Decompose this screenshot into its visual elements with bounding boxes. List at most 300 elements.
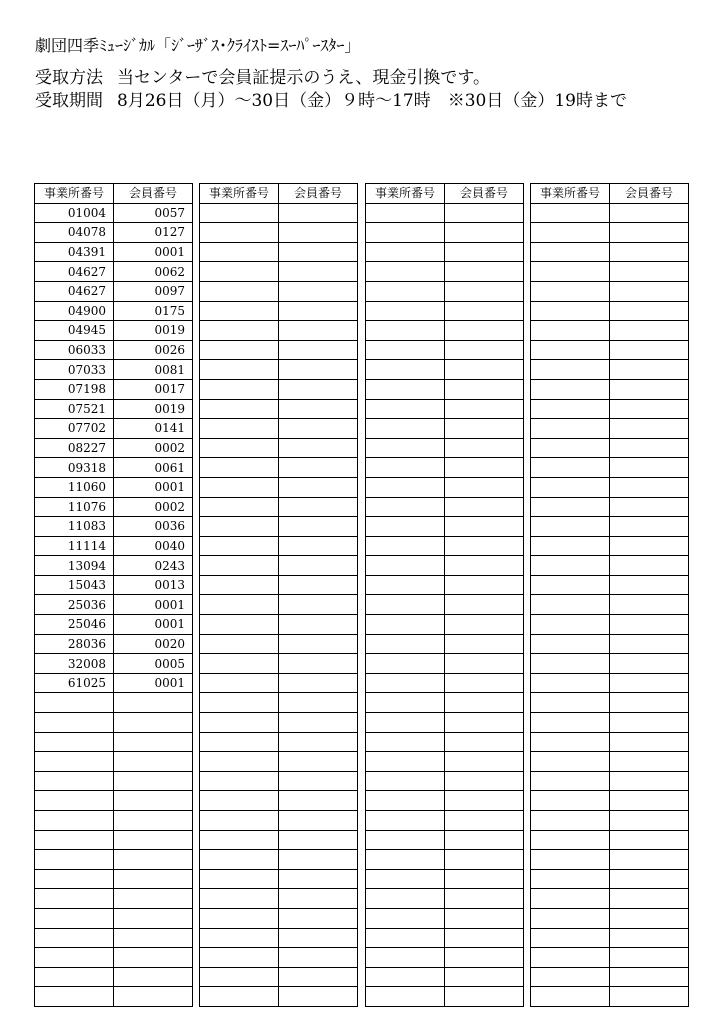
- office-number-cell: [366, 850, 445, 870]
- member-number-cell: [114, 987, 193, 1007]
- office-number-cell: [200, 360, 279, 380]
- office-number-cell: [200, 987, 279, 1007]
- office-number-cell: [200, 477, 279, 497]
- office-number-cell: 13094: [35, 556, 114, 576]
- member-number-cell: [279, 615, 358, 635]
- table-row: [366, 634, 524, 654]
- member-number-cell: [279, 223, 358, 243]
- member-number-cell: [279, 497, 358, 517]
- member-number-cell: [445, 575, 524, 595]
- member-number-cell: [445, 360, 524, 380]
- header-office-number: 事業所番号: [366, 184, 445, 204]
- member-number-cell: [610, 948, 689, 968]
- member-number-cell: 0001: [114, 242, 193, 262]
- member-number-cell: [114, 811, 193, 831]
- member-number-cell: [610, 830, 689, 850]
- office-number-cell: [35, 811, 114, 831]
- office-number-cell: [366, 497, 445, 517]
- table-row: [200, 693, 358, 713]
- member-number-cell: 0062: [114, 262, 193, 282]
- member-number-cell: [610, 477, 689, 497]
- table-row: [35, 301, 193, 321]
- member-number-cell: [445, 654, 524, 674]
- table-row: [35, 928, 193, 948]
- office-number-cell: [200, 811, 279, 831]
- office-number-cell: [200, 615, 279, 635]
- table-row: [366, 575, 524, 595]
- member-number-cell: [610, 321, 689, 341]
- table-row: [366, 693, 524, 713]
- office-number-cell: [531, 399, 610, 419]
- member-number-cell: [445, 536, 524, 556]
- member-number-cell: [610, 732, 689, 752]
- office-number-cell: [366, 811, 445, 831]
- table-row: [35, 850, 193, 870]
- document-title: 劇団四季ﾐｭｰｼﾞｶﾙ「ｼﾞｰｻﾞｽ･ｸﾗｲｽﾄ=ｽｰﾊﾟｰｽﾀｰ」: [35, 36, 361, 55]
- member-number-cell: [279, 536, 358, 556]
- table-row: [200, 869, 358, 889]
- member-number-cell: [610, 967, 689, 987]
- office-number-cell: [366, 673, 445, 693]
- member-number-cell: [445, 830, 524, 850]
- table-row: [200, 223, 358, 243]
- member-number-cell: [445, 399, 524, 419]
- member-number-cell: [610, 281, 689, 301]
- member-number-cell: [279, 595, 358, 615]
- member-number-cell: [610, 301, 689, 321]
- office-number-cell: [531, 889, 610, 909]
- table-row: [200, 850, 358, 870]
- office-number-cell: [366, 654, 445, 674]
- table-row: [531, 223, 689, 243]
- office-number-cell: 04078: [35, 223, 114, 243]
- office-number-cell: [531, 419, 610, 439]
- member-number-cell: 0026: [114, 340, 193, 360]
- office-number-cell: [531, 360, 610, 380]
- table-row: [366, 830, 524, 850]
- member-number-cell: [279, 673, 358, 693]
- office-number-cell: [200, 869, 279, 889]
- table-row: [35, 379, 193, 399]
- member-number-cell: [445, 517, 524, 537]
- table-row: [366, 419, 524, 439]
- member-number-cell: [279, 654, 358, 674]
- member-number-cell: [610, 458, 689, 478]
- table-row: [366, 360, 524, 380]
- member-table-2: [199, 183, 358, 1007]
- office-number-cell: [531, 928, 610, 948]
- office-number-cell: [531, 497, 610, 517]
- member-number-cell: [114, 967, 193, 987]
- office-number-cell: [35, 869, 114, 889]
- table-row: [366, 399, 524, 419]
- receipt-period: [35, 90, 627, 112]
- table-row: [35, 517, 193, 537]
- member-number-cell: [610, 360, 689, 380]
- table-row: [35, 203, 193, 223]
- table-row: [366, 536, 524, 556]
- member-number-cell: [610, 203, 689, 223]
- table-row: [200, 340, 358, 360]
- table-header-row: [200, 184, 358, 204]
- office-number-cell: [366, 438, 445, 458]
- table-row: [531, 556, 689, 576]
- office-number-cell: [200, 281, 279, 301]
- member-number-cell: [114, 889, 193, 909]
- member-number-cell: [445, 477, 524, 497]
- office-number-cell: [531, 948, 610, 968]
- office-number-cell: [200, 693, 279, 713]
- office-number-cell: [200, 595, 279, 615]
- table-row: [366, 477, 524, 497]
- office-number-cell: 07198: [35, 379, 114, 399]
- member-number-cell: 0002: [114, 497, 193, 517]
- member-number-cell: [610, 536, 689, 556]
- member-number-cell: [445, 242, 524, 262]
- office-number-cell: [531, 203, 610, 223]
- table-row: [200, 360, 358, 380]
- office-number-cell: [200, 262, 279, 282]
- table-row: [366, 223, 524, 243]
- office-number-cell: [35, 830, 114, 850]
- office-number-cell: [35, 752, 114, 772]
- table-row: [35, 399, 193, 419]
- member-number-cell: 0020: [114, 634, 193, 654]
- member-number-cell: 0001: [114, 595, 193, 615]
- table-row: [200, 732, 358, 752]
- member-number-cell: [445, 419, 524, 439]
- table-row: [200, 281, 358, 301]
- office-number-cell: [366, 732, 445, 752]
- member-number-cell: 0040: [114, 536, 193, 556]
- office-number-cell: [366, 203, 445, 223]
- office-number-cell: 28036: [35, 634, 114, 654]
- office-number-cell: [531, 340, 610, 360]
- office-number-cell: [200, 713, 279, 733]
- office-number-cell: [531, 752, 610, 772]
- office-number-cell: [200, 889, 279, 909]
- table-row: [531, 242, 689, 262]
- table-row: [531, 340, 689, 360]
- table-row: [35, 673, 193, 693]
- office-number-cell: 04391: [35, 242, 114, 262]
- office-number-cell: [531, 732, 610, 752]
- table-row: [531, 419, 689, 439]
- table-row: [35, 438, 193, 458]
- table-row: [366, 732, 524, 752]
- header-member-number: 会員番号: [279, 184, 358, 204]
- member-number-cell: [279, 340, 358, 360]
- table-row: [531, 615, 689, 635]
- member-number-cell: [279, 419, 358, 439]
- office-number-cell: [35, 791, 114, 811]
- member-number-cell: 0057: [114, 203, 193, 223]
- table-row: [366, 850, 524, 870]
- table-row: [531, 399, 689, 419]
- member-number-cell: [610, 713, 689, 733]
- office-number-cell: [366, 281, 445, 301]
- member-number-cell: [610, 654, 689, 674]
- table-row: [200, 458, 358, 478]
- table-row: [366, 791, 524, 811]
- member-number-cell: [114, 928, 193, 948]
- table-row: [35, 575, 193, 595]
- member-number-cell: [445, 438, 524, 458]
- member-number-cell: [610, 556, 689, 576]
- table-row: [200, 948, 358, 968]
- table-row: [35, 615, 193, 635]
- member-number-cell: [279, 948, 358, 968]
- table-row: [531, 987, 689, 1007]
- member-number-cell: [445, 497, 524, 517]
- member-number-cell: [114, 830, 193, 850]
- member-number-cell: [445, 889, 524, 909]
- member-number-cell: [610, 242, 689, 262]
- office-number-cell: [366, 987, 445, 1007]
- office-number-cell: [200, 654, 279, 674]
- member-number-cell: 0036: [114, 517, 193, 537]
- member-number-cell: [279, 517, 358, 537]
- office-number-cell: [366, 791, 445, 811]
- table-row: [366, 379, 524, 399]
- table-row: [366, 517, 524, 537]
- office-number-cell: [200, 223, 279, 243]
- office-number-cell: [366, 477, 445, 497]
- member-number-cell: 0001: [114, 477, 193, 497]
- member-number-cell: [445, 458, 524, 478]
- table-row: [200, 967, 358, 987]
- office-number-cell: [200, 673, 279, 693]
- member-number-cell: [114, 713, 193, 733]
- office-number-cell: [200, 203, 279, 223]
- member-number-cell: [610, 693, 689, 713]
- office-number-cell: [200, 967, 279, 987]
- receipt-method-text: 当センターで会員証提示のうえ、現金引換です。: [117, 68, 490, 88]
- table-row: [200, 634, 358, 654]
- office-number-cell: [531, 556, 610, 576]
- table-row: [366, 242, 524, 262]
- table-row: [366, 595, 524, 615]
- table-row: [366, 771, 524, 791]
- member-number-cell: [279, 713, 358, 733]
- office-number-cell: 07702: [35, 419, 114, 439]
- table-row: [35, 713, 193, 733]
- table-row: [531, 889, 689, 909]
- office-number-cell: [366, 301, 445, 321]
- office-number-cell: [366, 752, 445, 772]
- office-number-cell: [531, 595, 610, 615]
- header-office-number: 事業所番号: [200, 184, 279, 204]
- member-number-cell: [279, 928, 358, 948]
- table-row: [200, 575, 358, 595]
- member-number-cell: [114, 693, 193, 713]
- table-row: [35, 321, 193, 341]
- office-number-cell: 04627: [35, 281, 114, 301]
- office-number-cell: [200, 321, 279, 341]
- table-row: [531, 791, 689, 811]
- member-number-cell: [610, 419, 689, 439]
- table-row: [35, 634, 193, 654]
- table-row: [531, 575, 689, 595]
- office-number-cell: [200, 575, 279, 595]
- member-number-cell: 0175: [114, 301, 193, 321]
- member-number-cell: [445, 811, 524, 831]
- office-number-cell: 11060: [35, 477, 114, 497]
- member-number-cell: [610, 517, 689, 537]
- office-number-cell: [200, 850, 279, 870]
- member-number-cell: [279, 438, 358, 458]
- member-number-cell: [114, 850, 193, 870]
- office-number-cell: [366, 517, 445, 537]
- member-number-cell: 0013: [114, 575, 193, 595]
- table-row: [35, 967, 193, 987]
- table-row: [200, 673, 358, 693]
- table-row: [200, 889, 358, 909]
- member-number-cell: [445, 262, 524, 282]
- member-number-cell: [610, 223, 689, 243]
- office-number-cell: [200, 517, 279, 537]
- member-number-cell: [610, 673, 689, 693]
- office-number-cell: [366, 869, 445, 889]
- member-number-cell: [279, 242, 358, 262]
- office-number-cell: [531, 242, 610, 262]
- member-number-cell: [610, 850, 689, 870]
- member-number-cell: [279, 360, 358, 380]
- table-row: [200, 517, 358, 537]
- member-number-cell: [279, 634, 358, 654]
- table-row: [531, 908, 689, 928]
- header-member-number: 会員番号: [610, 184, 689, 204]
- table-row: [200, 908, 358, 928]
- table-row: [531, 654, 689, 674]
- office-number-cell: [200, 948, 279, 968]
- table-row: [35, 791, 193, 811]
- member-number-cell: [445, 595, 524, 615]
- table-row: [35, 223, 193, 243]
- office-number-cell: [366, 948, 445, 968]
- table-row: [200, 262, 358, 282]
- table-row: [200, 713, 358, 733]
- table-row: [200, 752, 358, 772]
- table-row: [200, 242, 358, 262]
- table-row: [366, 928, 524, 948]
- office-number-cell: [531, 262, 610, 282]
- table-header-row: [366, 184, 524, 204]
- table-row: [35, 987, 193, 1007]
- member-number-cell: [445, 301, 524, 321]
- member-number-cell: [279, 732, 358, 752]
- table-row: [531, 321, 689, 341]
- member-number-cell: [445, 223, 524, 243]
- member-number-cell: 0001: [114, 615, 193, 635]
- office-number-cell: [366, 379, 445, 399]
- member-number-cell: [445, 693, 524, 713]
- office-number-cell: [366, 771, 445, 791]
- office-number-cell: [531, 869, 610, 889]
- member-number-cell: [610, 811, 689, 831]
- table-row: [200, 811, 358, 831]
- member-number-cell: [279, 321, 358, 341]
- table-row: [366, 321, 524, 341]
- table-row: [531, 771, 689, 791]
- table-row: [35, 458, 193, 478]
- office-number-cell: [366, 889, 445, 909]
- office-number-cell: 09318: [35, 458, 114, 478]
- office-number-cell: [366, 242, 445, 262]
- member-table-3: [365, 183, 524, 1007]
- member-number-cell: [114, 752, 193, 772]
- office-number-cell: [531, 791, 610, 811]
- office-number-cell: [35, 948, 114, 968]
- member-number-cell: [279, 830, 358, 850]
- table-row: [366, 673, 524, 693]
- member-number-cell: [279, 869, 358, 889]
- table-row: [531, 928, 689, 948]
- table-row: [531, 438, 689, 458]
- office-number-cell: [531, 321, 610, 341]
- office-number-cell: [200, 556, 279, 576]
- table-row: [366, 987, 524, 1007]
- office-number-cell: [366, 262, 445, 282]
- member-number-cell: [610, 399, 689, 419]
- table-row: [35, 908, 193, 928]
- member-number-cell: [445, 634, 524, 654]
- office-number-cell: 15043: [35, 575, 114, 595]
- office-number-cell: 11083: [35, 517, 114, 537]
- office-number-cell: [35, 850, 114, 870]
- office-number-cell: [366, 928, 445, 948]
- member-table-4: [530, 183, 689, 1007]
- office-number-cell: 04900: [35, 301, 114, 321]
- member-number-cell: [114, 771, 193, 791]
- member-number-cell: [114, 908, 193, 928]
- table-row: [531, 301, 689, 321]
- receipt-period-label: 受取期間: [35, 91, 103, 111]
- member-number-cell: 0019: [114, 399, 193, 419]
- table-row: [366, 203, 524, 223]
- member-number-cell: [610, 869, 689, 889]
- office-number-cell: [200, 458, 279, 478]
- member-number-cell: [279, 262, 358, 282]
- member-number-cell: [445, 321, 524, 341]
- table-row: [200, 477, 358, 497]
- office-number-cell: [200, 497, 279, 517]
- member-number-cell: 0097: [114, 281, 193, 301]
- header-office-number: 事業所番号: [35, 184, 114, 204]
- office-number-cell: [366, 536, 445, 556]
- office-number-cell: 32008: [35, 654, 114, 674]
- member-number-cell: [445, 713, 524, 733]
- member-number-cell: [610, 340, 689, 360]
- member-number-cell: 0005: [114, 654, 193, 674]
- table-row: [531, 693, 689, 713]
- office-number-cell: [200, 399, 279, 419]
- member-number-cell: [445, 908, 524, 928]
- table-row: [200, 987, 358, 1007]
- table-row: [531, 360, 689, 380]
- member-number-cell: 0002: [114, 438, 193, 458]
- member-number-cell: [445, 967, 524, 987]
- office-number-cell: [366, 908, 445, 928]
- member-table-1: [34, 183, 193, 1007]
- table-row: [35, 771, 193, 791]
- office-number-cell: [366, 399, 445, 419]
- member-number-cell: [279, 301, 358, 321]
- member-number-cell: [279, 379, 358, 399]
- table-row: [35, 654, 193, 674]
- table-row: [531, 497, 689, 517]
- office-number-cell: [531, 850, 610, 870]
